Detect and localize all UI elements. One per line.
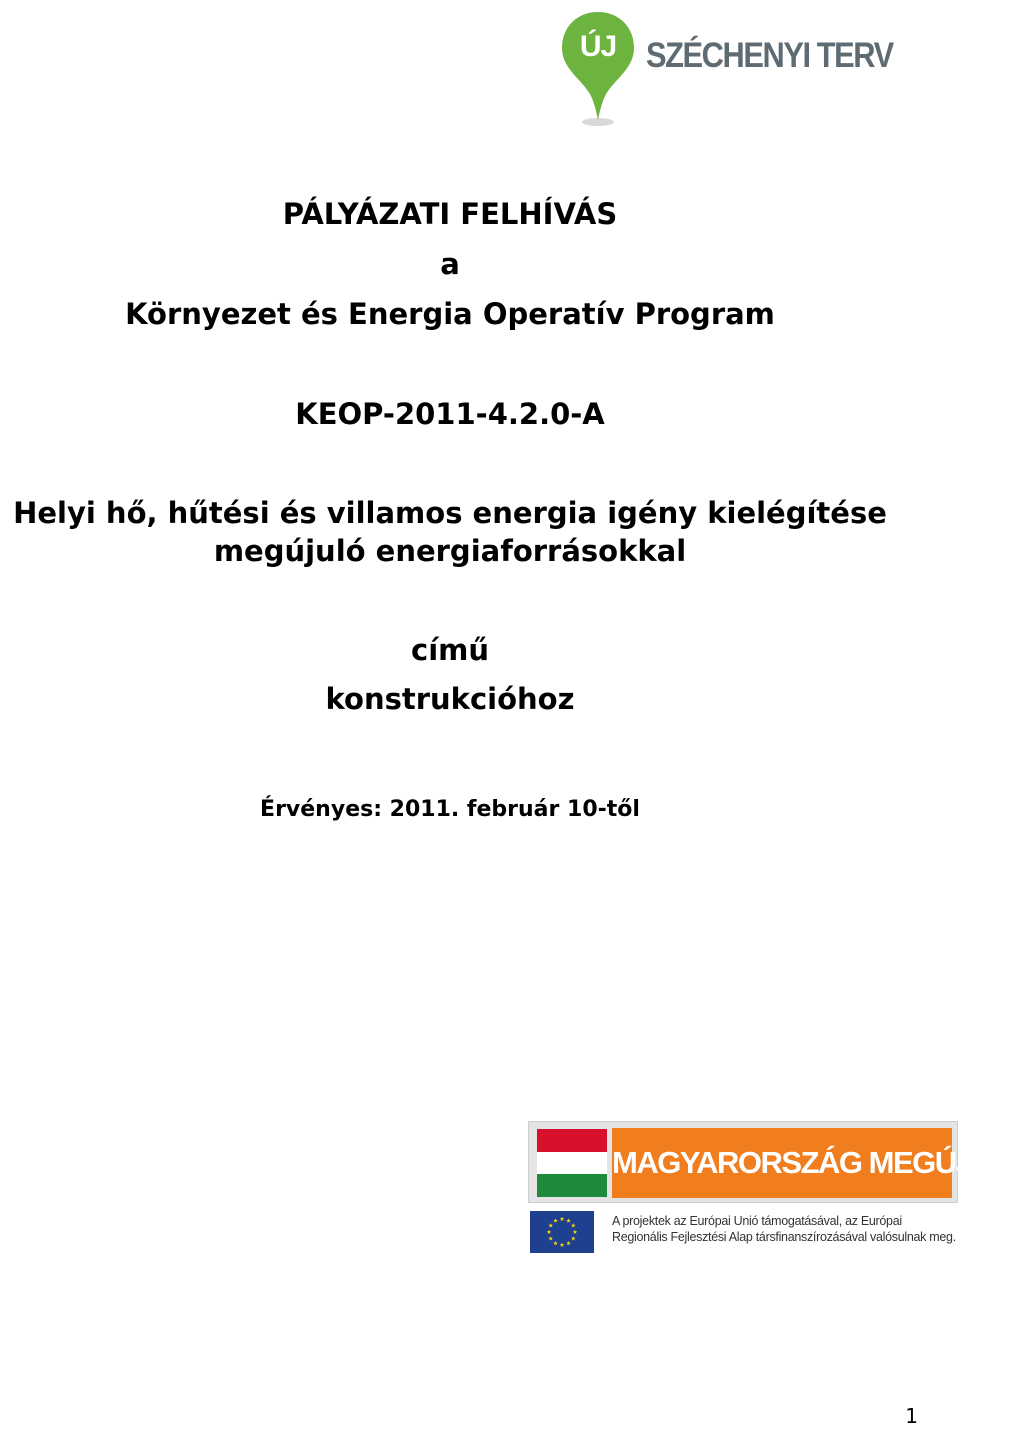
- hungary-banner: [528, 1121, 1010, 1203]
- title-connector: a: [440, 247, 460, 281]
- eu-star-icon: [566, 1218, 571, 1222]
- eu-star-icon: [553, 1218, 558, 1222]
- eu-funding-notice: [612, 1213, 956, 1245]
- subject-line-1: Helyi hő, hűtési és villamos energia igény kielégítése: [13, 496, 887, 530]
- titled-label: című: [411, 633, 489, 667]
- program-name: Környezet és Energia Operatív Program: [125, 297, 775, 331]
- eu-star-icon: [573, 1230, 578, 1234]
- banner-text: MAGYARORSZÁG MEGÚJUL: [612, 1128, 952, 1198]
- call-code: KEOP-2011-4.2.0-A: [295, 397, 605, 431]
- subject-line-2: megújuló energiaforrásokkal: [213, 534, 687, 568]
- eu-star-icon: [560, 1243, 565, 1247]
- eu-star-icon: [548, 1236, 553, 1240]
- map-pin-icon: [560, 10, 636, 128]
- eu-star-icon: [548, 1223, 553, 1227]
- eu-notice-line-2: Regionális Fejlesztési Alap társfinanszírozásával valósulnak meg.: [612, 1230, 956, 1244]
- eu-star-icon: [547, 1230, 552, 1234]
- hungarian-flag-icon: [537, 1129, 607, 1197]
- eu-star-icon: [571, 1236, 576, 1240]
- validity-date: Érvényes: 2011. február 10-től: [260, 797, 640, 822]
- eu-star-icon: [566, 1241, 571, 1245]
- eu-star-icon: [571, 1223, 576, 1227]
- brand-name: SZÉCHENYI TERV: [646, 36, 893, 75]
- pin-label: ÚJ: [579, 30, 617, 63]
- eu-flag-icon: [530, 1211, 594, 1253]
- eu-notice-line-1: A projektek az Európai Unió támogatásával, az Európai: [612, 1214, 902, 1228]
- document-title: PÁLYÁZATI FELHÍVÁS: [282, 197, 618, 231]
- szechenyi-terv-logo: [560, 10, 932, 128]
- construction-label: konstrukcióhoz: [325, 682, 575, 716]
- magyarorszag-megujul-logo: [528, 1121, 1010, 1257]
- page-number: 1: [905, 1404, 918, 1428]
- eu-star-icon: [560, 1217, 565, 1221]
- eu-star-icon: [553, 1241, 558, 1245]
